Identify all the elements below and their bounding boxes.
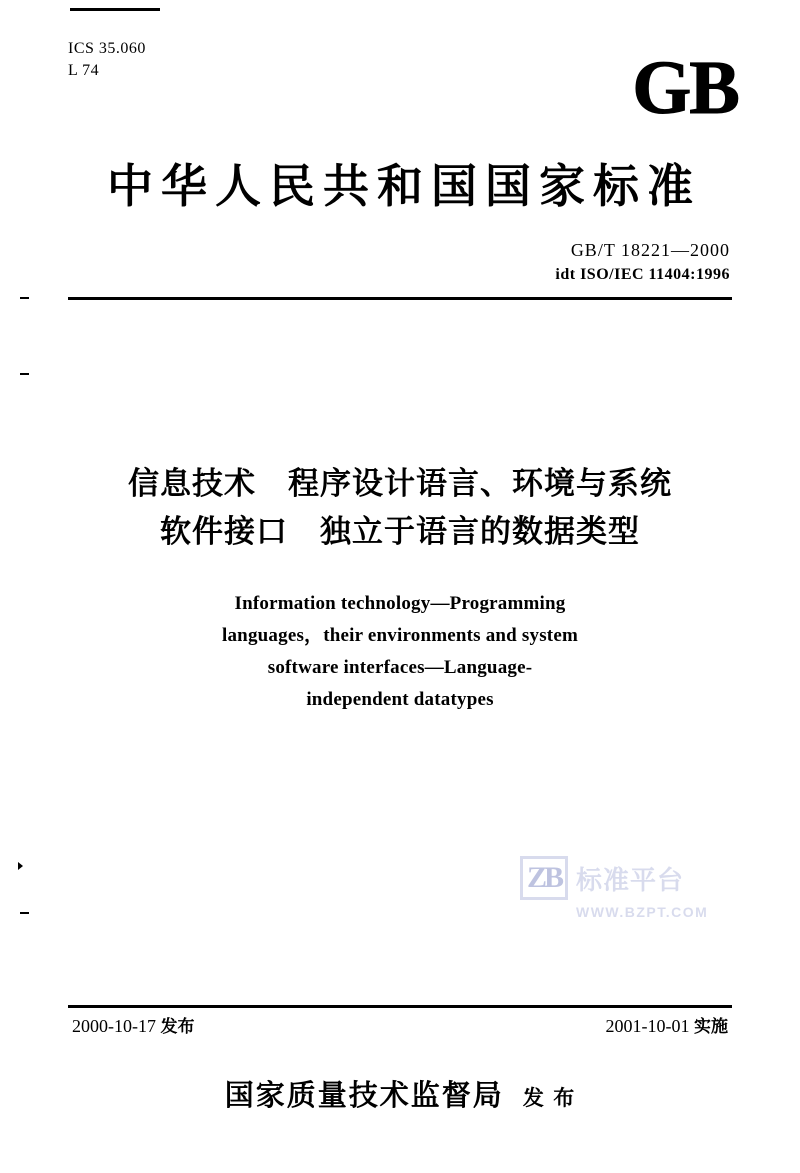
margin-tick-arrow bbox=[18, 862, 23, 870]
standard-number: GB/T 18221—2000 bbox=[570, 240, 730, 260]
issue-label: 发布 bbox=[160, 1017, 195, 1037]
divider-top bbox=[68, 297, 732, 300]
subject-title-en-line4: independent datatypes bbox=[306, 688, 494, 710]
watermark-url: WWW.BZPT.COM bbox=[576, 904, 709, 920]
subject-title-en-line2: languages，their environments and system bbox=[222, 624, 578, 646]
publisher-verb: 发 布 bbox=[522, 1086, 576, 1110]
subject-title-en-line1: Information technology—Programming bbox=[234, 593, 566, 614]
top-rule-mark bbox=[70, 8, 160, 11]
subject-title-cn bbox=[0, 460, 800, 556]
subject-title-en bbox=[0, 588, 800, 716]
effective-label: 实施 bbox=[694, 1017, 728, 1037]
watermark-text: 标准平台 bbox=[576, 865, 685, 896]
standard-number-block bbox=[555, 240, 730, 284]
ics-block bbox=[68, 38, 146, 81]
divider-bottom bbox=[68, 1005, 732, 1008]
subject-title-cn-line2: 软件接口 独立于语言的数据类型 bbox=[160, 514, 640, 551]
standard-equivalent: idt ISO/IEC 11404:1996 bbox=[555, 266, 730, 283]
gb-logo: GB bbox=[632, 46, 738, 130]
issue-date: 2000-10-17 bbox=[72, 1016, 156, 1036]
effective-date: 2001-10-01 bbox=[605, 1016, 690, 1036]
date-row bbox=[72, 1012, 728, 1037]
margin-tick-2 bbox=[20, 373, 29, 375]
publisher-block bbox=[0, 1073, 800, 1114]
effective-date-group bbox=[606, 1012, 729, 1037]
ics-code: ICS 35.060 bbox=[68, 40, 146, 57]
watermark-row bbox=[520, 856, 708, 900]
subject-title-cn-line1: 信息技术 程序设计语言、环境与系统 bbox=[128, 466, 672, 502]
margin-tick-1 bbox=[20, 297, 29, 299]
subject-title-en-line3: software interfaces—Language- bbox=[267, 656, 533, 678]
classification-code: L 74 bbox=[68, 61, 100, 79]
issue-date-group bbox=[72, 1012, 195, 1037]
watermark-logo-icon: ZB bbox=[520, 856, 568, 900]
page-title: 中华人民共和国国家标准 bbox=[107, 159, 701, 213]
margin-tick-3 bbox=[20, 912, 29, 914]
publisher-org: 国家质量技术监督局 bbox=[224, 1078, 504, 1112]
watermark bbox=[520, 856, 708, 920]
